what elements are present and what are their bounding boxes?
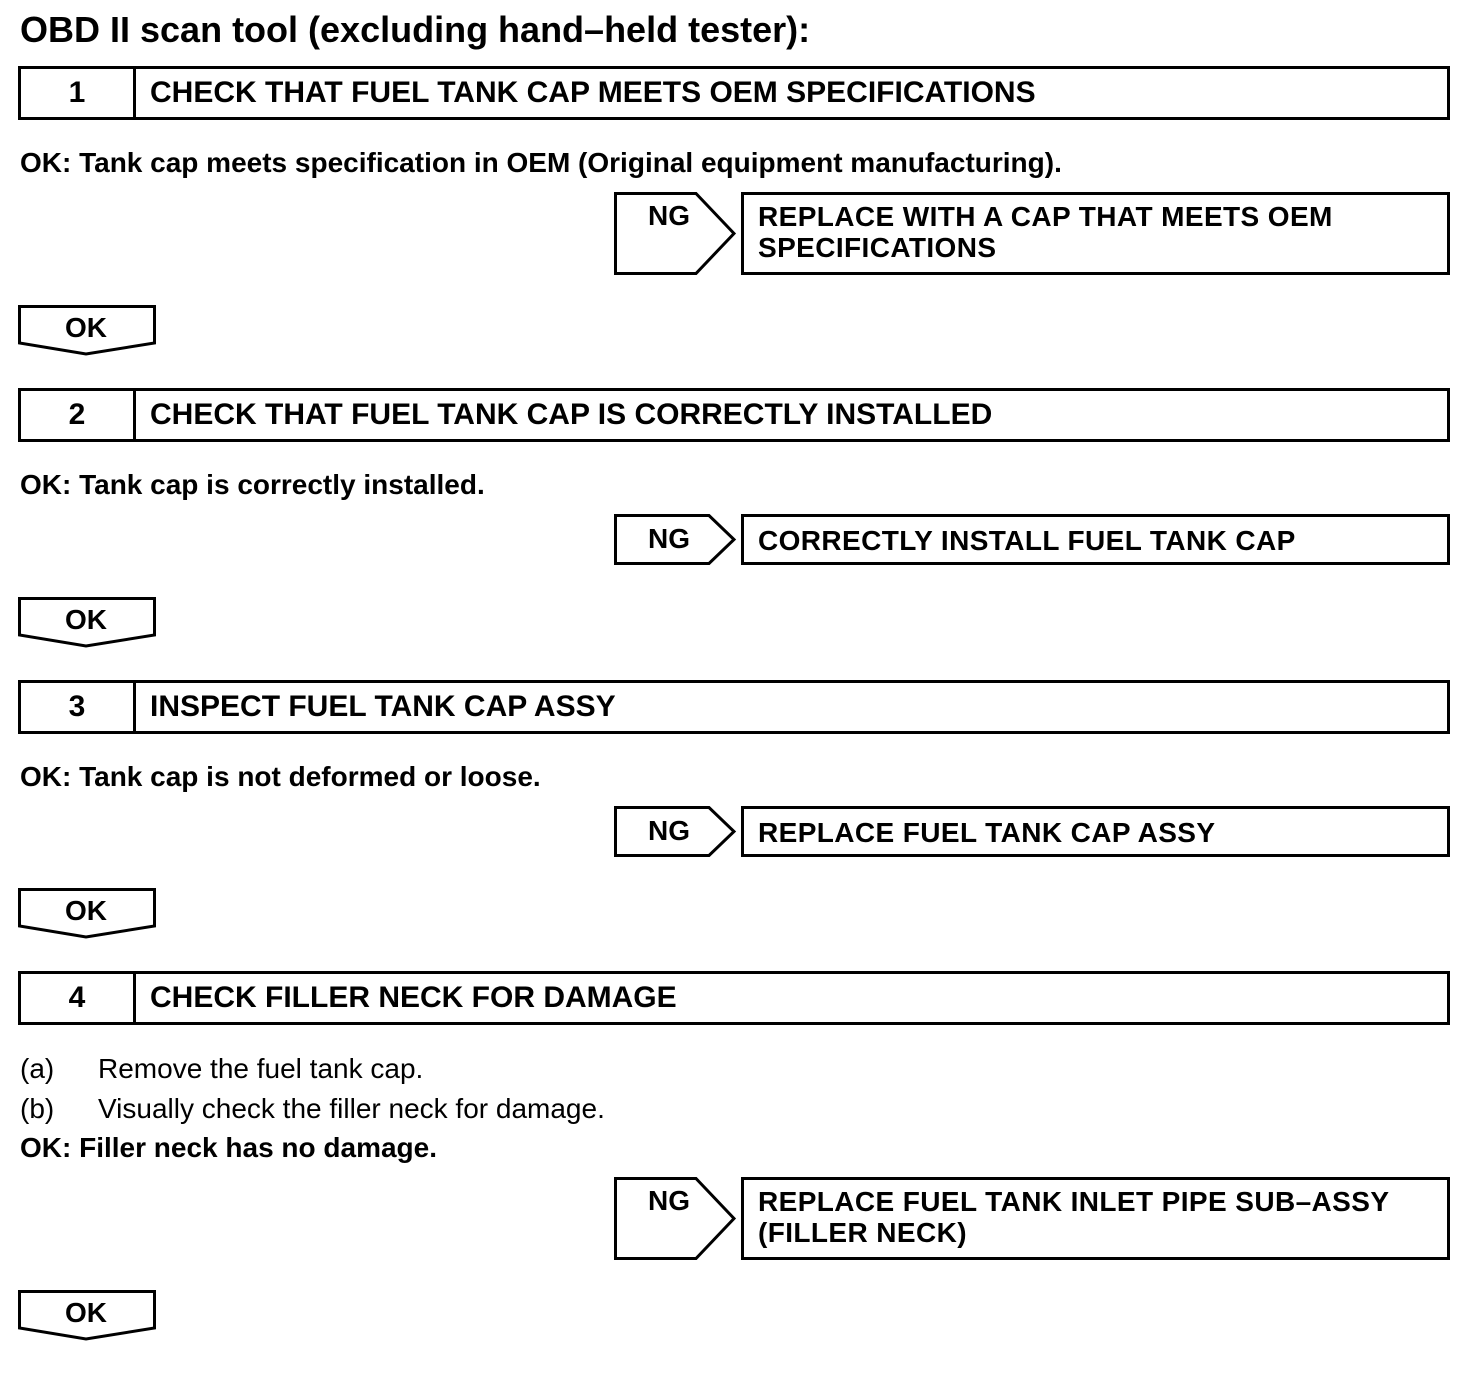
substep-text: Remove the fuel tank cap.	[98, 1053, 424, 1084]
ng-action-box	[741, 192, 1450, 275]
ok-condition: OK: Tank cap meets specification in OEM (Original equipment manufacturing).	[20, 147, 1062, 178]
ok-label: OK	[65, 895, 107, 926]
ok-label: OK	[65, 1297, 107, 1328]
page-title: OBD II scan tool (excluding hand–held tester):	[20, 9, 811, 50]
step-number: 3	[21, 683, 136, 731]
ng-label: NG	[648, 200, 690, 231]
substep-marker: (a)	[20, 1053, 55, 1084]
ok-branch-3	[18, 888, 156, 940]
step-1-header	[18, 66, 1450, 120]
ng-branch-3	[614, 806, 738, 857]
substep-marker: (b)	[20, 1093, 55, 1124]
ng-action-line: SPECIFICATIONS	[758, 232, 997, 263]
step-3-header	[18, 680, 1450, 734]
ng-action-box	[741, 514, 1450, 565]
step-number: 1	[21, 69, 136, 117]
step-title: INSPECT FUEL TANK CAP ASSY	[150, 690, 616, 723]
ng-branch-2	[614, 514, 738, 565]
step-number: 2	[21, 391, 136, 439]
ok-label: OK	[65, 604, 107, 635]
ng-action-line: (FILLER NECK)	[758, 1217, 967, 1248]
ok-branch-2	[18, 597, 156, 649]
substep-text: Visually check the filler neck for damage.	[98, 1093, 605, 1124]
ng-label: NG	[648, 815, 690, 846]
step-4-header	[18, 971, 1450, 1025]
ng-label: NG	[648, 523, 690, 554]
ok-condition: OK: Tank cap is correctly installed.	[20, 469, 485, 500]
ok-branch-1	[18, 305, 156, 357]
ng-action-line: REPLACE FUEL TANK CAP ASSY	[758, 817, 1216, 848]
ng-action-box	[741, 1177, 1450, 1260]
ok-condition: OK: Filler neck has no damage.	[20, 1132, 438, 1163]
ng-action-line: REPLACE WITH A CAP THAT MEETS OEM	[758, 201, 1333, 232]
ng-branch-1	[614, 192, 738, 275]
ok-branch-4	[18, 1290, 156, 1342]
ng-action-line: CORRECTLY INSTALL FUEL TANK CAP	[758, 525, 1296, 556]
step-2-header	[18, 388, 1450, 442]
step-title: CHECK THAT FUEL TANK CAP MEETS OEM SPECIFICATIONS	[150, 76, 1036, 109]
ng-branch-4	[614, 1177, 738, 1260]
step-number: 4	[21, 974, 136, 1022]
step-title: CHECK THAT FUEL TANK CAP IS CORRECTLY INSTALLED	[150, 398, 993, 431]
ng-label: NG	[648, 1185, 690, 1216]
ok-condition: OK: Tank cap is not deformed or loose.	[20, 761, 541, 792]
ng-action-line: REPLACE FUEL TANK INLET PIPE SUB–ASSY	[758, 1186, 1390, 1217]
step-title: CHECK FILLER NECK FOR DAMAGE	[150, 981, 677, 1014]
ng-action-box	[741, 806, 1450, 857]
ok-label: OK	[65, 312, 107, 343]
